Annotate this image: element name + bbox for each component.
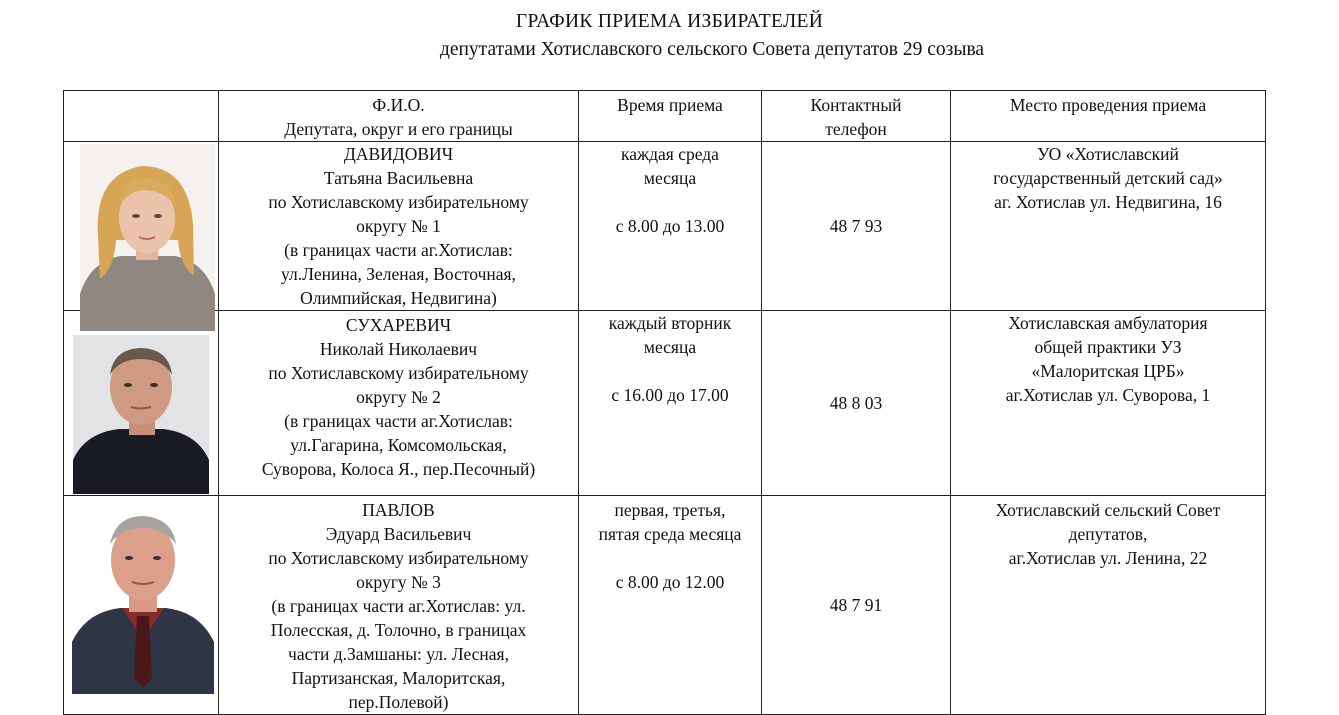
district-line: по Хотиславскому избирательному [268, 192, 529, 212]
table-row [64, 142, 1266, 311]
photo-cell [64, 311, 219, 496]
reception-hours: с 8.00 до 13.00 [615, 216, 725, 236]
phone-cell [762, 142, 951, 311]
header-phone-line1: Контактный [810, 95, 902, 115]
deputy-firstname: Эдуард Васильевич [325, 524, 472, 544]
reception-days: пятая среда месяца [598, 524, 742, 544]
deputy-firstname: Николай Николаевич [319, 339, 478, 359]
bounds-line: Партизанская, Малоритская, [291, 668, 506, 688]
place-cell [951, 142, 1266, 311]
page-subtitle: депутатами Хотиславского сельского Совета депутатов 29 созыва [439, 39, 985, 60]
bounds-line: Полесская, д. Толочно, в границах [270, 620, 527, 640]
deputy-info-cell [219, 496, 579, 715]
photo-cell [64, 496, 219, 715]
district-line: по Хотиславскому избирательному [268, 548, 529, 568]
header-row [64, 91, 1266, 142]
place-line: Хотиславский сельский Совет [995, 500, 1221, 520]
deputy-firstname: Татьяна Васильевна [323, 168, 474, 188]
header-phone-cell [762, 91, 951, 142]
phone-number: 48 7 91 [829, 595, 883, 615]
table-row [64, 311, 1266, 496]
place-cell [951, 311, 1266, 496]
bounds-line: (в границах части аг.Хотислав: [284, 411, 513, 431]
phone-cell [762, 311, 951, 496]
place-line: УО «Хотиславский [1037, 144, 1179, 164]
reception-days: месяца [643, 337, 697, 357]
header-name-line2: Депутата, округ и его границы [284, 119, 513, 139]
phone-number: 48 8 03 [829, 393, 883, 413]
photo-cell [64, 142, 219, 311]
bounds-line: Олимпийская, Недвигина) [300, 288, 497, 308]
header-place: Место проведения приема [1009, 95, 1207, 115]
place-line: общей практики УЗ [1034, 337, 1182, 357]
bounds-line: пер.Полевой) [348, 692, 449, 712]
table-row [64, 496, 1266, 715]
bounds-line: (в границах части аг.Хотислав: ул. [271, 596, 526, 616]
reception-time-cell [579, 311, 762, 496]
phone-cell [762, 496, 951, 715]
bounds-line: Суворова, Колоса Я., пер.Песочный) [261, 459, 536, 479]
district-number: округу № 1 [356, 216, 441, 236]
reception-days: первая, третья, [614, 500, 726, 520]
bounds-line: части д.Замшаны: ул. Лесная, [288, 644, 509, 664]
place-line: аг.Хотислав ул. Ленина, 22 [1008, 548, 1208, 568]
header-phone-line2: телефон [825, 119, 887, 139]
page-title: ГРАФИК ПРИЕМА ИЗБИРАТЕЛЕЙ [515, 11, 824, 32]
header-name-cell [219, 91, 579, 142]
deputy-photo-sukharevich [73, 335, 209, 494]
deputy-photo-davidovich [80, 144, 215, 331]
phone-number: 48 7 93 [829, 216, 883, 236]
place-cell [951, 496, 1266, 715]
place-line: депутатов, [1068, 524, 1148, 544]
bounds-line: (в границах части аг.Хотислав: [284, 240, 513, 260]
district-number: округу № 3 [356, 572, 441, 592]
reception-days: каждая среда [621, 144, 719, 164]
reception-hours: с 8.00 до 12.00 [615, 572, 725, 592]
header-place-cell [951, 91, 1266, 142]
deputy-surname: ДАВИДОВИЧ [343, 144, 454, 164]
deputy-photo-pavlov [72, 498, 214, 694]
deputy-info-cell [219, 142, 579, 311]
reception-days: месяца [643, 168, 697, 188]
reception-schedule-table [63, 90, 1266, 715]
district-line: по Хотиславскому избирательному [268, 363, 529, 383]
place-line: государственный детский сад» [993, 168, 1223, 188]
reception-time-cell [579, 142, 762, 311]
header-time-cell [579, 91, 762, 142]
deputy-info-cell [219, 311, 579, 496]
place-line: аг.Хотислав ул. Суворова, 1 [1005, 385, 1211, 405]
place-line: аг. Хотислав ул. Недвигина, 16 [994, 192, 1222, 212]
reception-time-cell [579, 496, 762, 715]
bounds-line: ул.Ленина, Зеленая, Восточная, [281, 264, 516, 284]
header-time: Время приема [617, 95, 723, 115]
district-number: округу № 2 [356, 387, 441, 407]
header-name-line1: Ф.И.О. [372, 95, 425, 115]
place-line: «Малоритская ЦРБ» [1031, 361, 1185, 381]
reception-days: каждый вторник [608, 313, 732, 333]
header-photo-cell [64, 91, 219, 142]
deputy-surname: СУХАРЕВИЧ [345, 315, 452, 335]
place-line: Хотиславская амбулатория [1008, 313, 1208, 333]
deputy-surname: ПАВЛОВ [362, 500, 435, 520]
reception-hours: с 16.00 до 17.00 [611, 385, 729, 405]
bounds-line: ул.Гагарина, Комсомольская, [290, 435, 507, 455]
